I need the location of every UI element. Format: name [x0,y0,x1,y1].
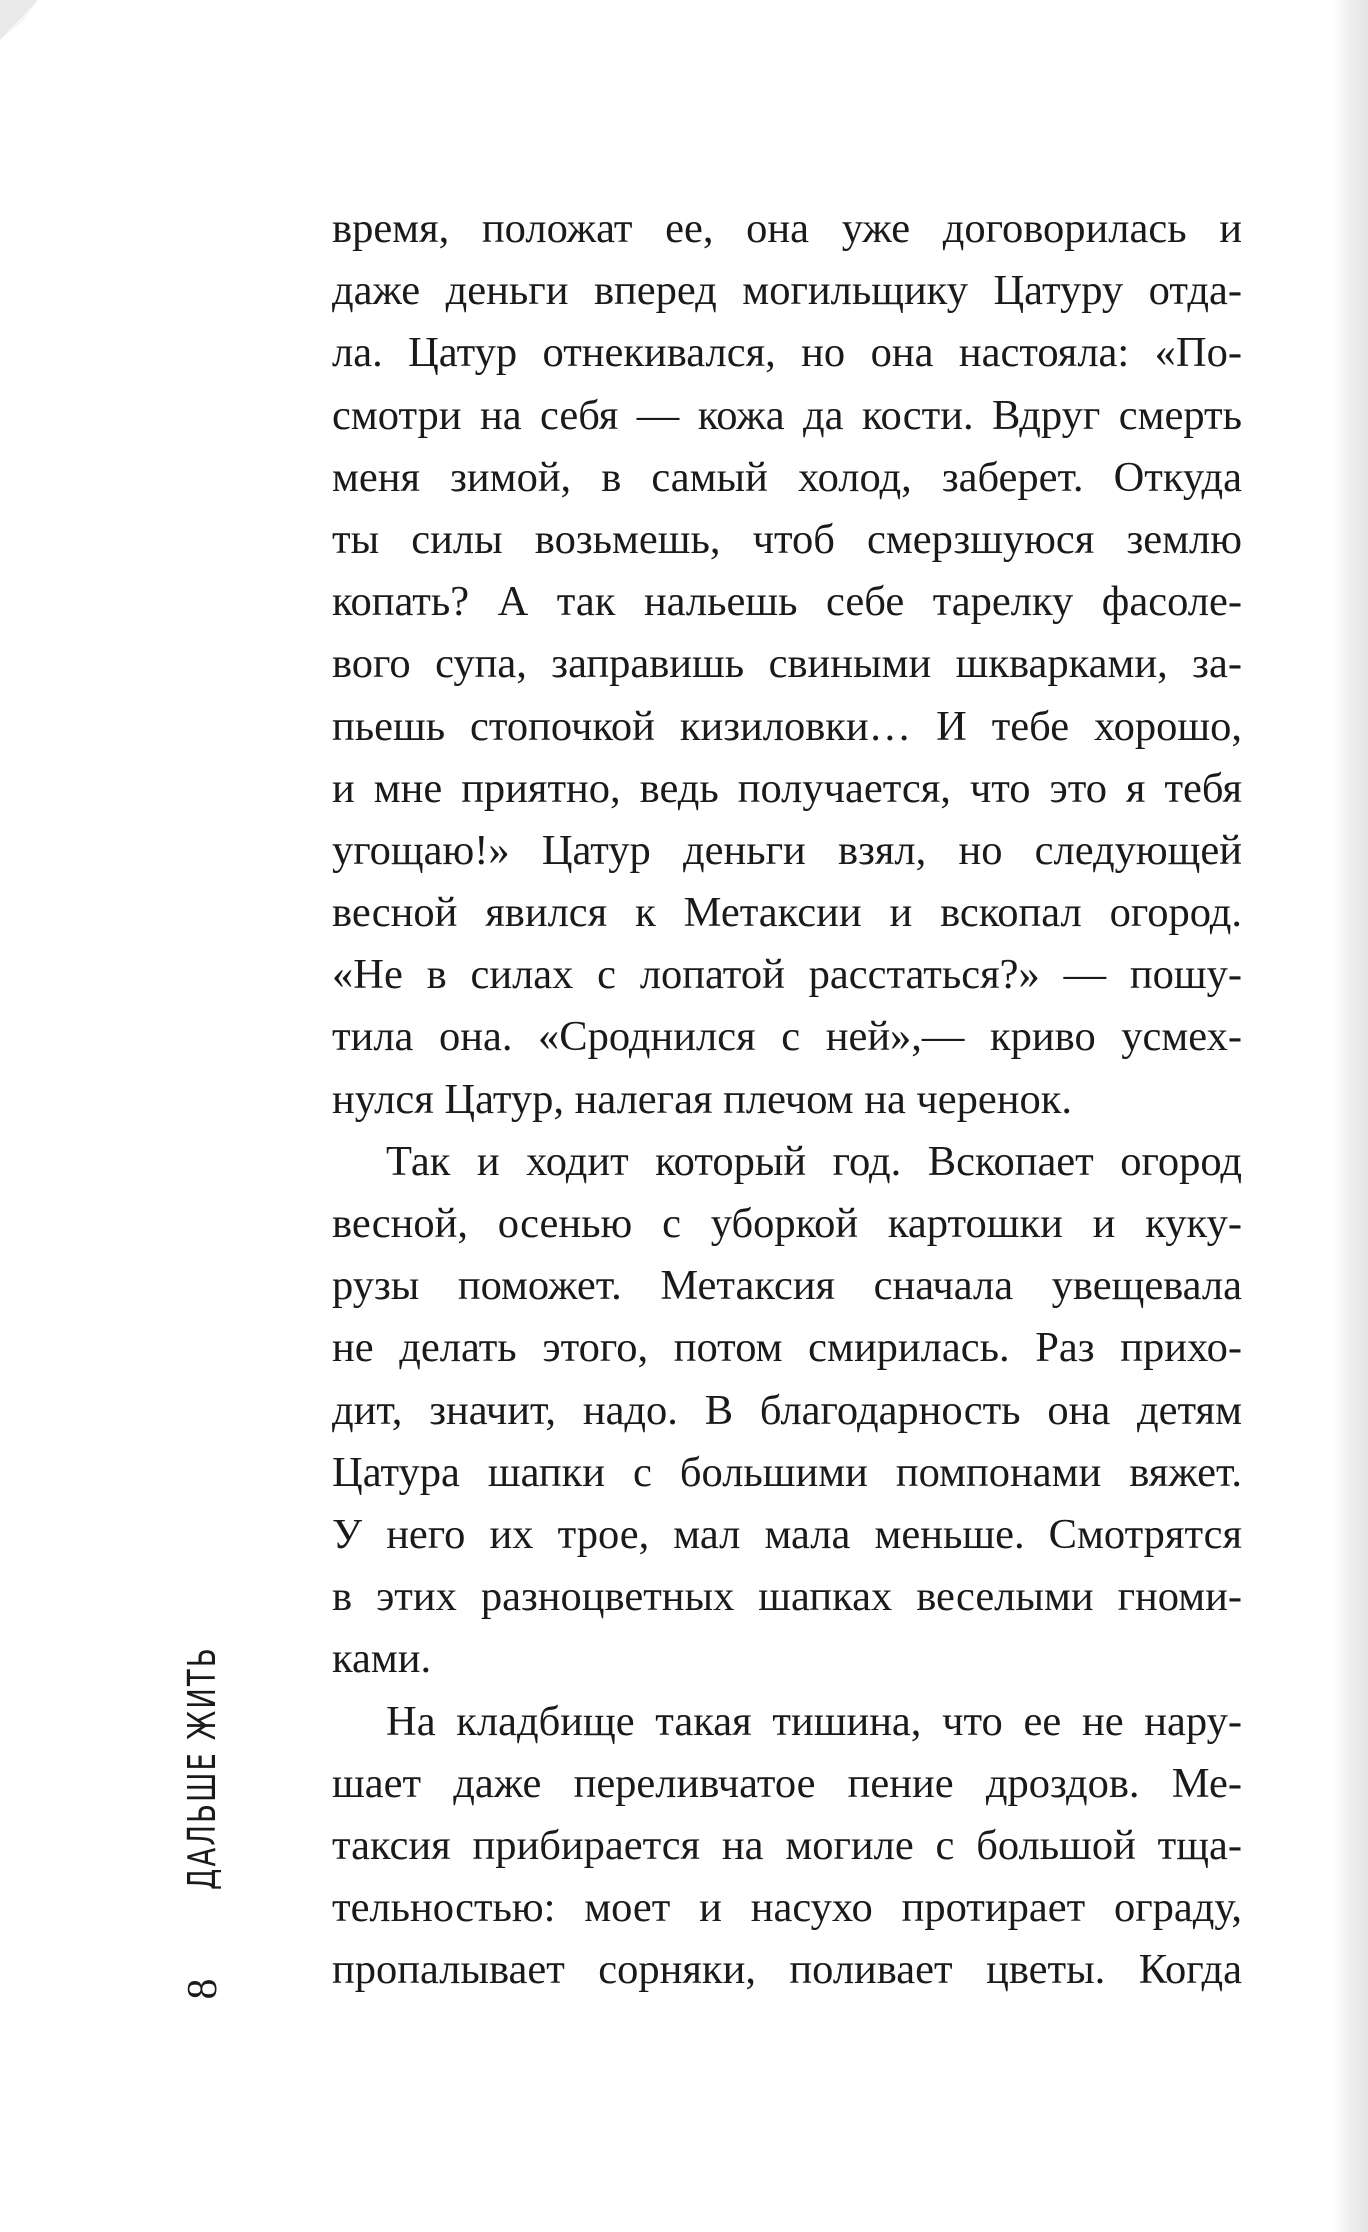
text-line: время, положат ее, она уже договорилась и [332,205,1242,252]
page-curl-icon [0,0,70,70]
text-line: угощаю!» Цатур деньги взял, но следующей [332,826,1242,874]
text-line: пропалывает сорняки, поливает цветы. Когда [332,1946,1242,1994]
text-line: тельностью: моет и насухо протирает ограду, [332,1884,1242,1932]
text-line: копать? А так нальешь себе тарелку фасоле- [332,578,1242,626]
text-line: дит, значит, надо. В благодарность она детям [332,1386,1242,1434]
page-edge-shadow [1332,0,1368,2232]
page-number [178,1964,228,2014]
running-head [180,1640,232,1890]
text-line: вого супа, заправишь свиными шкварками, за- [332,640,1242,688]
text-line: весной явился к Метаксии и вскопал огород. [332,889,1242,937]
text-line: пьешь стопочкой кизиловки… И тебе хорошо, [332,702,1242,750]
text-line: меня зимой, в самый холод, заберет. Откуда [332,453,1242,501]
text-line: нулся Цатур, налегая плечом на черенок. [332,1075,1073,1123]
text-line: Цатура шапки с большими помпонами вяжет. [332,1448,1242,1496]
text-line: ками. [332,1635,432,1683]
text-line: ла. Цатур отнекивался, но она настояла: «По- [332,329,1242,377]
text-line: ты силы возьмешь, чтоб смерзшуюся землю [332,515,1242,563]
text-line: «Не в силах с лопатой расстаться?» — пошу- [332,951,1242,999]
text-line: в этих разноцветных шапках веселыми гноми- [332,1573,1242,1621]
text-line: тила она. «Сроднился с ней»,— криво усмех- [332,1013,1242,1061]
text-line: У него их трое, мал мала меньше. Смотрятся [332,1510,1242,1558]
text-line: и мне приятно, ведь получается, что это я тебя [332,764,1242,812]
text-line: весной, осенью с уборкой картошки и куку- [332,1200,1242,1247]
text-line: рузы поможет. Метаксия сначала увещевала [332,1262,1242,1310]
paragraph-start-line: На кладбище такая тишина, что ее не нару- [386,1697,1242,1745]
text-line: таксия прибирается на могиле с большой тща- [332,1821,1242,1869]
text-line: не делать этого, потом смирилась. Раз прихо- [332,1324,1242,1372]
page-number-text: 8 [180,1978,226,2000]
text-line: даже деньги вперед могильщику Цатуру отда- [332,267,1242,315]
body-text [332,198,1242,2001]
paragraph-start-line: Так и ходит который год. Вскопает огород [386,1137,1242,1185]
text-line: смотри на себя — кожа да кости. Вдруг смерть [332,391,1242,439]
text-line: шает даже переливчатое пение дроздов. Ме- [332,1759,1242,1807]
book-title: ДАЛЬШЕ ЖИТЬ [180,1646,224,1890]
